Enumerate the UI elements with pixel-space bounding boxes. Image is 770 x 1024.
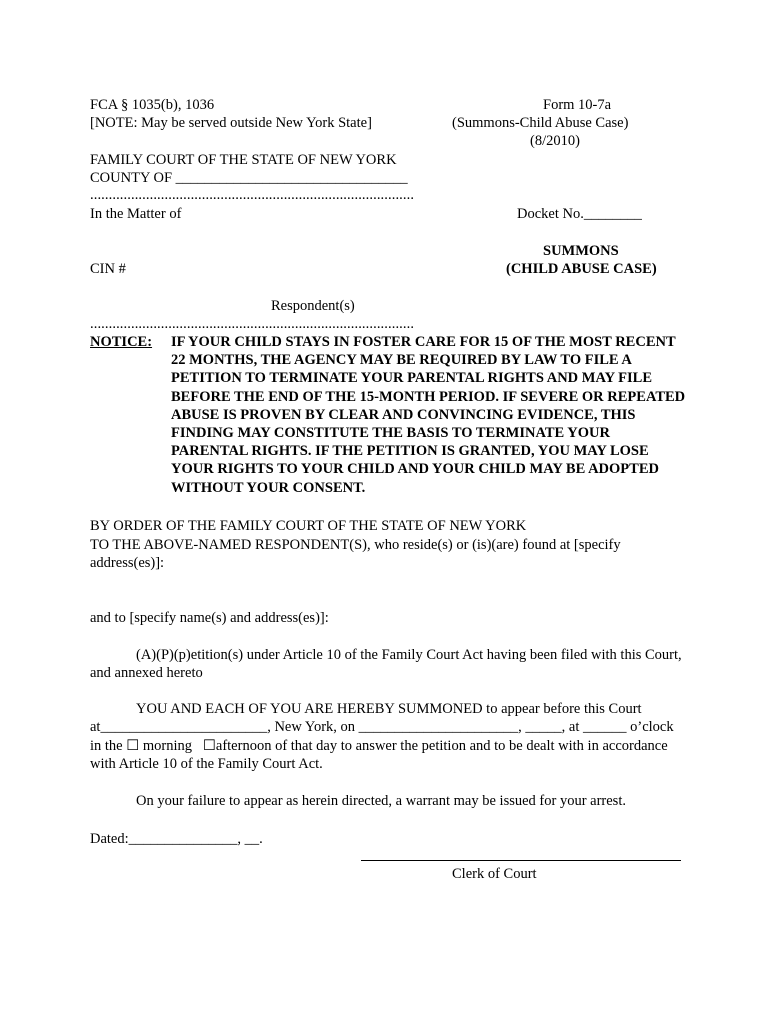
caption-dotted-line-bottom: ....................................................................................... — [90, 316, 415, 332]
summoned-line-4: with Article 10 of the Family Court Act. — [90, 756, 323, 772]
respondents-label: Respondent(s) — [271, 298, 355, 314]
notice-line: YOUR RIGHTS TO YOUR CHILD AND YOUR CHILD MAY BE ADOPTED — [171, 461, 659, 478]
county-line: COUNTY OF ________________________________ — [90, 170, 408, 186]
afternoon-checkbox[interactable]: ☐ — [202, 738, 216, 754]
notice-line: PETITION TO TERMINATE YOUR PARENTAL RIGHTS AND MAY FILE — [171, 370, 653, 387]
cin-label: CIN # — [90, 261, 126, 277]
notice-line: WITHOUT YOUR CONSENT. — [171, 479, 366, 496]
to-respondents: TO THE ABOVE-NAMED RESPONDENT(S), who reside(s) or (is)(are) found at [specify — [90, 537, 621, 553]
notice-line: FINDING MAY CONSTITUTE THE BASIS TO TERMINATE YOUR — [171, 425, 611, 442]
matter-of: In the Matter of — [90, 206, 182, 222]
signature-line — [361, 860, 681, 861]
clerk-of-court: Clerk of Court — [452, 866, 537, 882]
summoned-line-2: at_______________________, New York, on ______________________, _____, at ______ o’clock — [90, 719, 674, 735]
docket-number: Docket No.________ — [517, 206, 642, 222]
in-the-text: in the — [90, 738, 123, 754]
notice-line: ABUSE IS PROVEN BY CLEAR AND CONVINCING EVIDENCE, THIS — [171, 406, 636, 423]
court-name: FAMILY COURT OF THE STATE OF NEW YORK — [90, 152, 397, 168]
summons-title: SUMMONS — [543, 243, 619, 259]
addresses-label: address(es)]: — [90, 555, 165, 571]
morning-checkbox[interactable]: ☐ — [126, 738, 140, 754]
and-to-label: and to [specify name(s) and address(es)]: — [90, 610, 329, 626]
notice-line: 22 MONTHS, THE AGENCY MAY BE REQUIRED BY LAW TO FILE A — [171, 352, 632, 369]
dated-line: Dated:_______________, __. — [90, 831, 263, 847]
notice-label: NOTICE: — [90, 334, 153, 350]
form-date: (8/2010) — [530, 133, 580, 149]
notice-line: BEFORE THE END OF THE 15-MONTH PERIOD. IF SEVERE OR REPEATED — [171, 388, 686, 405]
form-number: Form 10-7a — [543, 97, 612, 113]
form-type: (Summons-Child Abuse Case) — [452, 115, 629, 131]
petition-line-2: and annexed hereto — [90, 665, 203, 681]
summons-subtitle: (CHILD ABUSE CASE) — [506, 261, 657, 277]
notice-line: PARENTAL RIGHTS. IF THE PETITION IS GRANTED, YOU MAY LOSE — [171, 443, 649, 460]
notice-line: IF YOUR CHILD STAYS IN FOSTER CARE FOR 15 OF THE MOST RECENT — [171, 334, 676, 350]
summoned-line-3 — [90, 737, 668, 755]
order-line: BY ORDER OF THE FAMILY COURT OF THE STATE OF NEW YORK — [90, 518, 527, 534]
petition-line-1: (A)(P)(p)etition(s) under Article 10 of the Family Court Act having been filed with this Court, — [136, 647, 682, 663]
failure-warning: On your failure to appear as herein directed, a warrant may be issued for your arrest. — [136, 793, 626, 809]
caption-dotted-line: ....................................................................................... — [90, 187, 415, 203]
statute-reference: FCA § 1035(b), 1036 — [90, 97, 215, 113]
service-note: [NOTE: May be served outside New York State] — [90, 115, 372, 131]
afternoon-text: afternoon of that day to answer the petition and to be dealt with in accordance — [215, 738, 668, 754]
summoned-line-1: YOU AND EACH OF YOU ARE HEREBY SUMMONED to appear before this Court — [136, 701, 642, 717]
morning-label: morning — [142, 738, 193, 754]
notice-text — [171, 333, 731, 497]
